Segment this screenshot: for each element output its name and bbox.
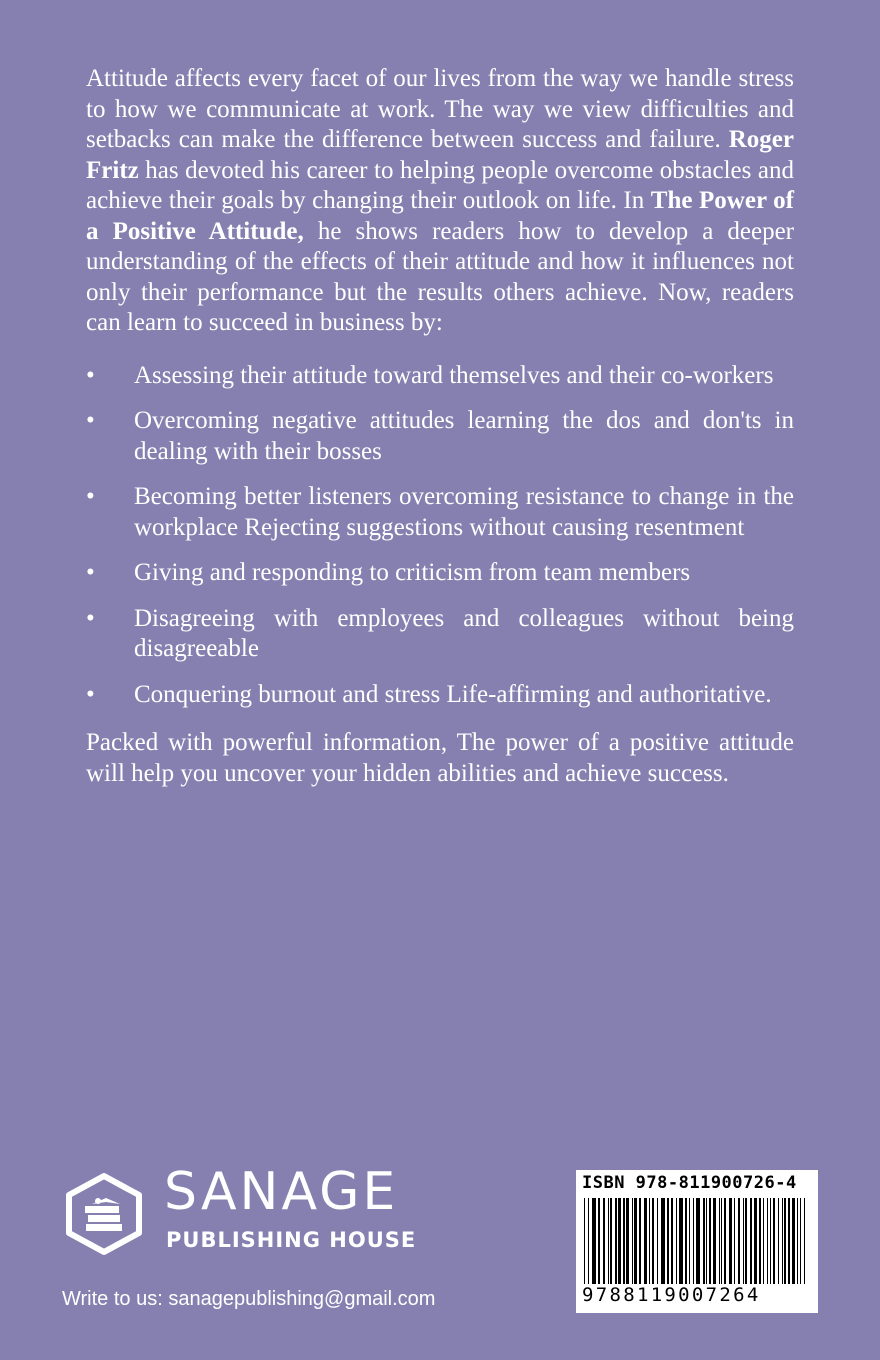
barcode-bar	[792, 1198, 795, 1284]
barcode-bar	[713, 1198, 716, 1284]
barcode-bar	[800, 1198, 801, 1284]
list-item: • Overcoming negative attitudes learning the dos and don'ts in dealing with their bosses	[86, 407, 794, 465]
barcode-bar	[689, 1198, 690, 1284]
back-cover-blurb	[86, 64, 794, 789]
publisher-name: SANAGE	[164, 1162, 399, 1222]
list-item: • Assessing their attitude toward themselves and their co-workers	[86, 361, 794, 392]
barcode-bar	[608, 1198, 609, 1284]
isbn-label: ISBN 978-811900726-4	[582, 1173, 797, 1193]
barcode-bar	[724, 1198, 726, 1284]
barcode-bar	[759, 1198, 761, 1284]
barcode-bar	[661, 1198, 665, 1284]
barcode-bar	[804, 1198, 805, 1284]
barcode-bar	[679, 1198, 683, 1284]
intro-text-3: he shows readers how to develop a deeper understanding of the effects of their attitude and how it influences not only their performance but the results others achieve. Now, readers can learn to succeed in business by:	[86, 217, 794, 336]
barcode-bar	[644, 1198, 647, 1284]
benefits-list	[86, 361, 794, 711]
barcode-bar	[623, 1198, 625, 1284]
bullet-icon: •	[86, 407, 95, 434]
publisher-subtitle: PUBLISHING HOUSE	[166, 1228, 417, 1252]
barcode-bar	[603, 1198, 605, 1284]
closing-paragraph: Packed with powerful information, The power of a positive attitude will help you uncover your hidden abilities and achieve success.	[86, 729, 794, 787]
books-hexagon-icon	[62, 1172, 146, 1256]
barcode-bar	[734, 1198, 735, 1284]
barcode-bar	[729, 1198, 732, 1284]
intro-text-1: Attitude affects every facet of our lives from the way we handle stress to how we communicate at work. The way we view difficulties and setbacks can make the difference between success and failure.	[86, 65, 794, 153]
barcode-bar	[706, 1198, 707, 1284]
barcode-bar	[743, 1198, 744, 1284]
list-item: • Conquering burnout and stress Life-affirming and authoritative.	[86, 680, 794, 711]
barcode-bar	[632, 1198, 633, 1284]
bullet-icon: •	[86, 361, 95, 389]
barcode-bar	[770, 1198, 771, 1284]
barcode-bar	[693, 1198, 694, 1284]
barcode-bar	[719, 1198, 720, 1284]
barcode-bar	[709, 1198, 711, 1284]
barcode-bar	[703, 1198, 705, 1284]
barcode-bar	[626, 1198, 629, 1284]
barcode-bar	[671, 1198, 673, 1284]
barcode-bar	[618, 1198, 621, 1284]
list-item: • Giving and responding to criticism from team members	[86, 558, 794, 589]
barcode-bar	[615, 1198, 617, 1284]
bullet-icon: •	[86, 680, 95, 708]
barcode-bar	[763, 1198, 764, 1284]
barcode-bar	[588, 1198, 589, 1284]
isbn-digits: 9788119007264	[582, 1284, 812, 1306]
barcode-bar	[685, 1198, 687, 1284]
bullet-icon: •	[86, 604, 95, 632]
barcode-bar	[738, 1198, 740, 1284]
barcode-bar	[634, 1198, 637, 1284]
barcode-bar	[797, 1198, 798, 1284]
barcode-bar	[676, 1198, 677, 1284]
barcode-bar	[598, 1198, 600, 1284]
contact-email: Write to us: sanagepublishing@gmail.com	[62, 1288, 436, 1310]
author-name: Roger Fritz	[86, 126, 794, 184]
barcode-bar	[639, 1198, 641, 1284]
barcode-bar	[750, 1198, 752, 1284]
barcode-bar	[773, 1198, 775, 1284]
intro-text-2: has devoted his career to helping people overcome obstacles and achieve their goals by changing their outlook on life. In	[86, 156, 794, 214]
barcode-bar	[610, 1198, 612, 1284]
barcode-bar	[592, 1198, 596, 1284]
barcode-bar	[767, 1198, 768, 1284]
barcode-bar	[652, 1198, 654, 1284]
barcode-bars	[582, 1198, 812, 1284]
bullet-icon: •	[86, 483, 95, 510]
barcode-bar	[657, 1198, 658, 1284]
isbn-barcode	[576, 1170, 818, 1313]
barcode-bar	[782, 1198, 783, 1284]
barcode-bar	[584, 1198, 585, 1284]
barcode-bar	[696, 1198, 700, 1284]
list-item: • Disagreeing with employees and colleagues without being disagreeable	[86, 604, 794, 662]
publisher-logo	[62, 1162, 422, 1260]
list-item: • Becoming better listeners overcoming resistance to change in the workplace Rejecting suggestions without causing resentment	[86, 483, 794, 541]
barcode-bar	[784, 1198, 786, 1284]
barcode-bar	[649, 1198, 650, 1284]
barcode-bar	[667, 1198, 669, 1284]
barcode-bar	[754, 1198, 757, 1284]
book-title: The Power of a Positive Attitude,	[86, 187, 794, 245]
barcode-bar	[745, 1198, 747, 1284]
barcode-bar	[788, 1198, 790, 1284]
intro-paragraph	[86, 64, 794, 339]
barcode-bar	[721, 1198, 722, 1284]
bullet-icon: •	[86, 559, 95, 586]
barcode-bar	[778, 1198, 779, 1284]
